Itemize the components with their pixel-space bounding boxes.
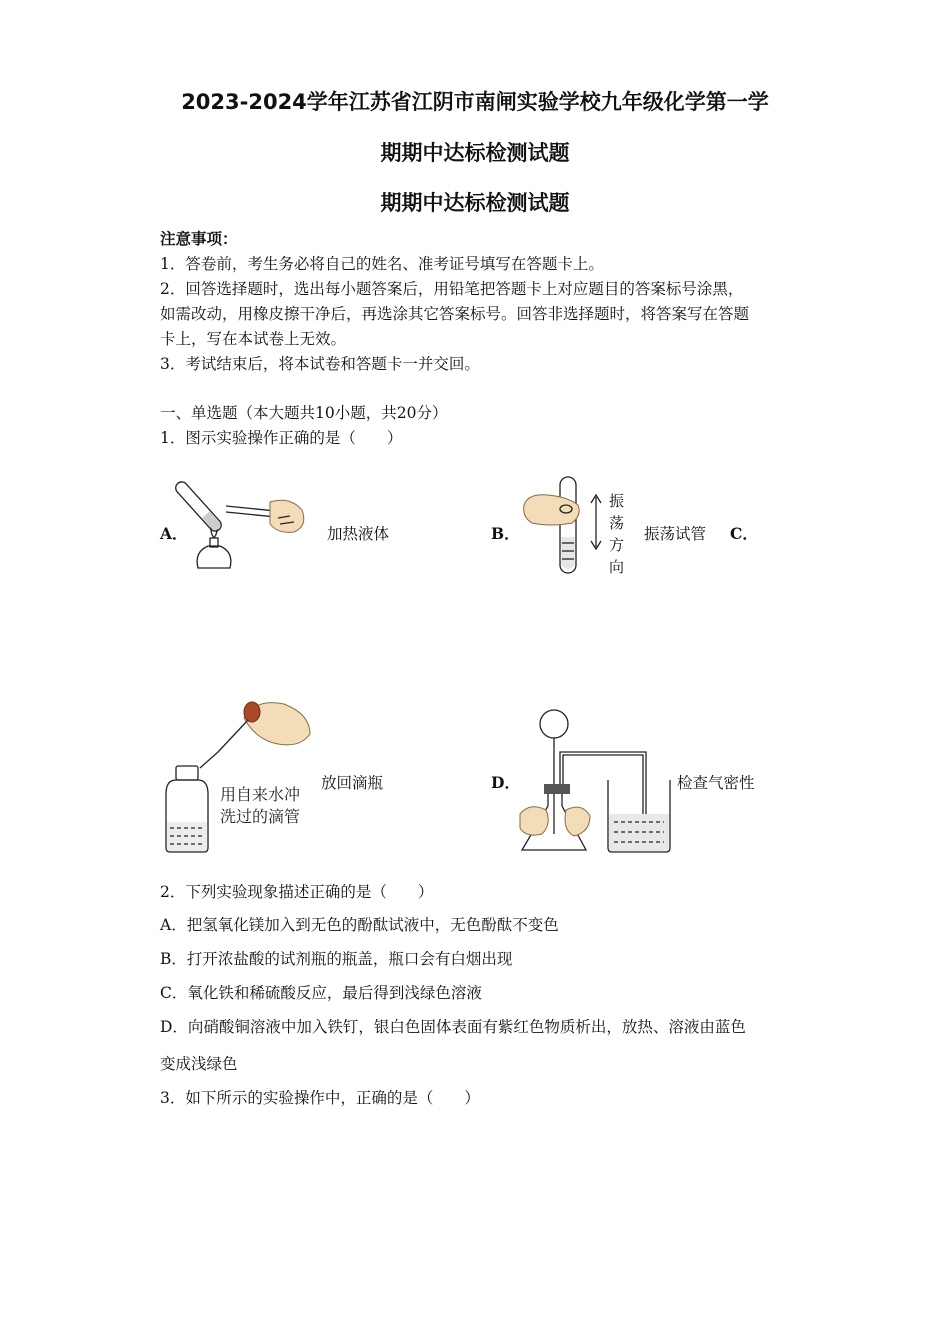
notice-item-2-line-3: 卡上，写在本试卷上无效。 <box>160 330 347 348</box>
section-heading: 一、单选题（本大题共10小题，共20分） <box>160 404 448 422</box>
notice-item-1: 1．答卷前，考生务必将自己的姓名、准考证号填写在答题卡上。 <box>160 255 604 273</box>
question-2-option-a: A．把氢氧化镁加入到无色的酚酞试液中，无色酚酞不变色 <box>160 916 559 934</box>
notice-item-3: 3．考试结束后，将本试卷和答题卡一并交回。 <box>160 355 480 373</box>
question-3-stem: 3．如下所示的实验操作中，正确的是（ ） <box>160 1089 480 1107</box>
option-a-caption: 加热液体 <box>327 525 390 543</box>
notice-item-2-line-1: 2．回答选择题时，选出每小题答案后，用铅笔把答题卡上对应题目的答案标号涂黑， <box>160 280 744 298</box>
question-2-option-d-line-1: D．向硝酸铜溶液中加入铁钉，银白色固体表面有紫红色物质析出，放热、溶液由蓝色 <box>160 1018 746 1036</box>
shaking-direction-char-3: 方 <box>609 536 625 554</box>
notice-heading: 注意事项： <box>160 229 238 248</box>
bottle-note-line-1: 用自来水冲 <box>220 785 301 804</box>
notice-item-2-line-2: 如需改动，用橡皮擦干净后，再选涂其它答案标号。回答非选择题时，将答案写在答题 <box>160 305 750 323</box>
option-b-caption: 振荡试管 <box>644 525 707 543</box>
airtightness-check-illustration <box>516 706 674 856</box>
title-line-3: 期期中达标检测试题 <box>380 191 570 215</box>
heating-liquid-illustration <box>186 468 316 578</box>
question-2-option-d-line-2: 变成浅绿色 <box>160 1055 238 1073</box>
option-d-caption: 检查气密性 <box>677 774 755 792</box>
shaking-direction-char-2: 荡 <box>609 514 625 532</box>
dropper-bottle-illustration <box>160 694 320 856</box>
question-2-option-c: C．氧化铁和稀硫酸反应，最后得到浅绿色溶液 <box>160 984 482 1002</box>
title-line-2: 期期中达标检测试题 <box>380 141 570 165</box>
option-c-caption: 放回滴瓶 <box>321 774 384 792</box>
shaking-direction-char-1: 振 <box>609 492 625 510</box>
question-2-option-b: B．打开浓盐酸的试剂瓶的瓶盖，瓶口会有白烟出现 <box>160 950 513 968</box>
question-2-stem: 2．下列实验现象描述正确的是（ ） <box>160 883 434 901</box>
shaking-test-tube-illustration <box>520 475 610 580</box>
option-a-label: A． <box>160 524 188 543</box>
shaking-direction-text <box>609 490 624 578</box>
option-b-label: B． <box>491 524 520 543</box>
question-1-stem: 1．图示实验操作正确的是（ ） <box>160 429 403 447</box>
shaking-direction-char-4: 向 <box>609 558 625 576</box>
option-d-label: D． <box>491 773 520 792</box>
option-c-label: C． <box>730 524 758 543</box>
title-line-1: 2023-2024学年江苏省江阴市南闸实验学校九年级化学第一学 <box>181 90 769 114</box>
bottle-note-line-2: 洗过的滴管 <box>220 807 301 826</box>
